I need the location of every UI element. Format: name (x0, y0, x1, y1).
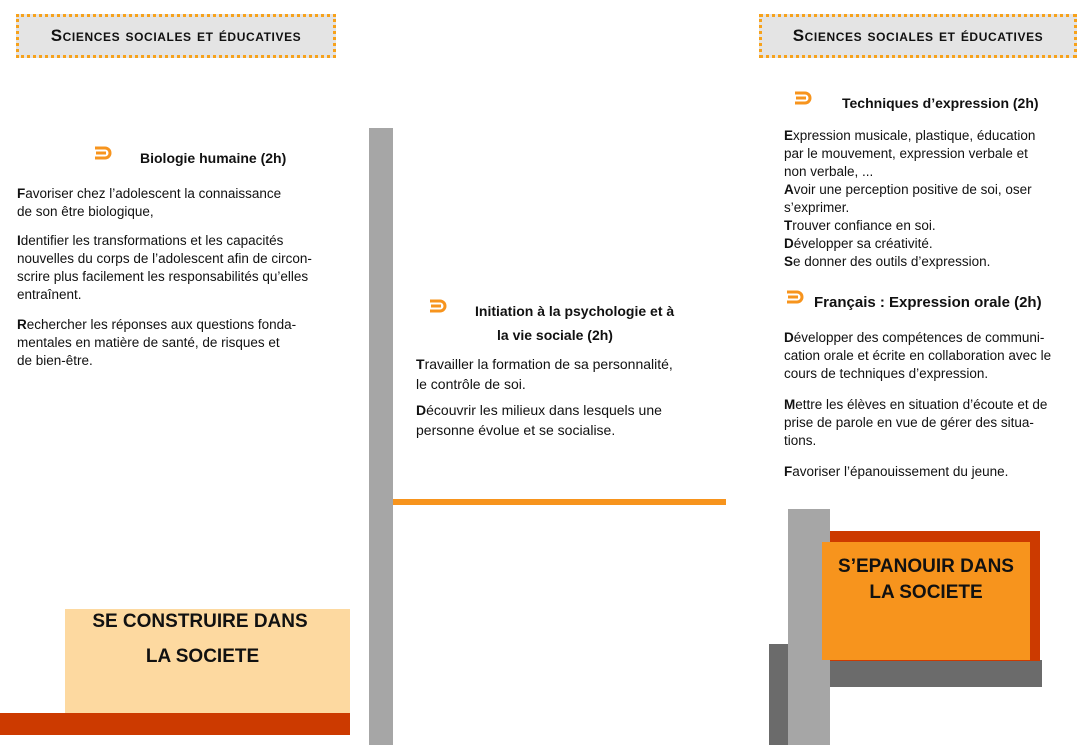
divider-bar-center (369, 128, 393, 745)
divider-orange-line (393, 499, 726, 505)
text-line: Avoir une perception positive de soi, oser (784, 182, 1032, 197)
text-line: de son être biologique, (17, 204, 154, 219)
text-line: non verbale, ... (784, 164, 874, 179)
text-line: nouvelles du corps de l’adolescent afin de circon- (17, 251, 312, 266)
text-line: le contrôle de soi. (416, 376, 526, 392)
text-line: cours de techniques d’expression. (784, 366, 989, 381)
paragraph-biologie-2 (17, 232, 347, 304)
paragraph-francais-3 (784, 463, 1084, 481)
text-line: Identifier les transformations et les capacités (17, 233, 284, 248)
section-badge-left (16, 14, 336, 58)
heading-biologie: Biologie humaine (2h) (140, 150, 287, 166)
footer-title-left-2: LA SOCIETE (145, 646, 260, 667)
paragraph-francais-2 (784, 396, 1084, 450)
paragraph-biologie-3 (17, 316, 347, 370)
paragraph-techniques (784, 127, 1084, 271)
paragraph-biologie-1 (17, 185, 337, 221)
text-line: Favoriser l’épanouissement du jeune. (784, 464, 1009, 479)
heading-techniques: Techniques d’expression (2h) (842, 95, 1039, 111)
footer-title-left-1: SE CONSTRUIRE DANS (92, 611, 308, 632)
text-line: entraînent. (17, 287, 82, 302)
text-line: Mettre les élèves en situation d’écoute et de (784, 397, 1048, 412)
text-line: Travailler la formation de sa personnalité, (416, 356, 673, 372)
text-line: Favoriser chez l’adolescent la connaissance (17, 186, 282, 201)
text-line: Développer des compétences de communi- (784, 330, 1045, 345)
text-line: par le mouvement, expression verbale et (784, 146, 1028, 161)
text-line: tions. (784, 433, 817, 448)
text-line: cation orale et écrite en collaboration avec le (784, 348, 1052, 363)
text-line: Trouver confiance en soi. (784, 218, 936, 233)
heading-psychologie-2: la vie sociale (2h) (497, 327, 613, 343)
arrow-bullet-icon (93, 145, 113, 161)
text-line: prise de parole en vue de gérer des situa- (784, 415, 1034, 430)
footer-title-right-1: S’EPANOUIR DANS (838, 556, 1014, 577)
footer-title-right-2: LA SOCIETE (869, 582, 983, 603)
text-line: Expression musicale, plastique, éducation (784, 128, 1036, 143)
arrow-bullet-icon (785, 289, 805, 305)
heading-psychologie-1: Initiation à la psychologie et à (475, 303, 675, 319)
deco-bar-dark-horizontal (830, 660, 1042, 687)
text-line: mentales en matière de santé, de risques et (17, 335, 280, 350)
section-badge-right (759, 14, 1077, 58)
paragraph-francais-1 (784, 329, 1084, 383)
text-line: personne évolue et se socialise. (416, 422, 616, 438)
text-line: Se donner des outils d’expression. (784, 254, 991, 269)
section-badge-left-label: Sciences sociales et éducatives (50, 26, 302, 45)
footer-bar-left (0, 713, 350, 735)
paragraph-psychologie-1 (416, 354, 726, 394)
text-line: scrire plus facilement les responsabilités qu’elles (17, 269, 309, 284)
arrow-bullet-icon (428, 298, 448, 314)
paragraph-psychologie-2 (416, 400, 726, 440)
text-line: s’exprimer. (784, 200, 850, 215)
text-line: Rechercher les réponses aux questions fonda- (17, 317, 297, 332)
heading-francais: Français : Expression orale (2h) (814, 294, 1042, 311)
text-line: Découvrir les milieux dans lesquels une (416, 402, 662, 418)
arrow-bullet-icon (793, 90, 813, 106)
deco-bar-dark (769, 644, 790, 745)
text-line: de bien-être. (17, 353, 93, 368)
text-line: Développer sa créativité. (784, 236, 933, 251)
section-badge-right-label: Sciences sociales et éducatives (792, 26, 1044, 45)
